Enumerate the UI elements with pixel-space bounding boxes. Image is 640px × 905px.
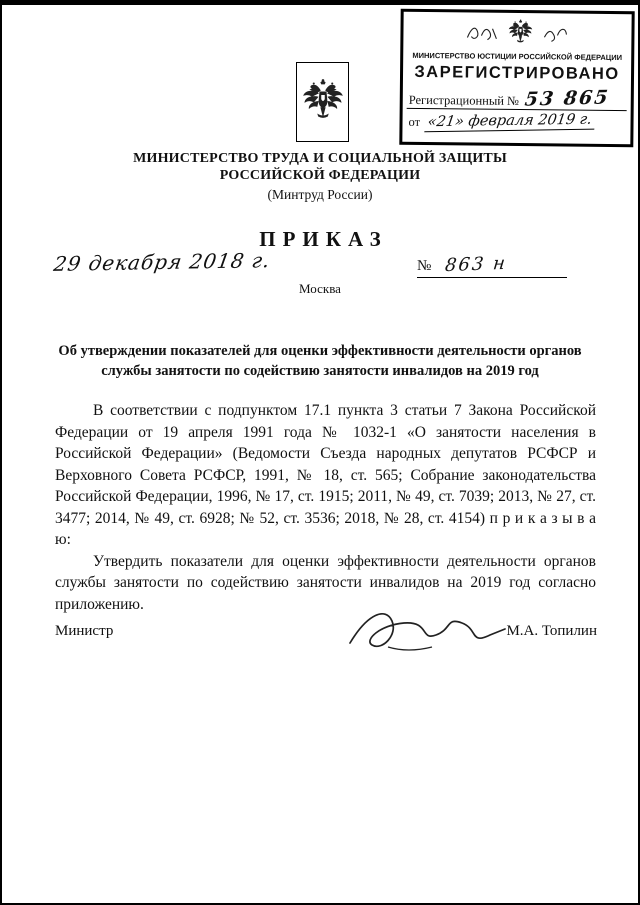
city-label: Москва: [299, 281, 341, 296]
body-paragraph-2: Утвердить показатели для оценки эффективности деятельности органов службы занятости по содействию занятости инвалидов на 2019 год согласно приложению.: [55, 552, 596, 613]
ministry-short-name: (Минтруд России): [267, 187, 373, 202]
coat-of-arms-icon: [301, 69, 345, 135]
stamp-date-prefix: от: [408, 114, 421, 129]
document-type-title: ПРИКАЗ: [259, 227, 388, 251]
handwritten-scribble-icon: [465, 21, 499, 43]
body-paragraph-1: В соответствии с подпунктом 17.1 пункта 3 статьи 7 Закона Российской Федерации от 19 апреля 1991 года № 1032-1 «О занятости населения в Российской Федерации» (Ведомости Съезда народных депутатов РСФСР и Верховного Совета РСФСР, 1991, № 18, ст. 565; Собрание законодательства Российской Федерации, 1996, № 17, ст. 1915; 2011, № 49, ст. 7039; 2013, № 27, ст. 3477; 2014, № 49, ст. 6928; № 52, ст. 3536; 2018, № 28, ст. 4154) п р и к а з ы в а ю:: [55, 402, 596, 548]
number-sign: №: [417, 258, 432, 274]
stamp-reg-number-line: [407, 86, 627, 111]
stamp-registered-label: ЗАРЕГИСТРИРОВАНО: [414, 62, 620, 84]
stamp-reg-number-label: Регистрационный №: [408, 92, 520, 109]
stamp-ministry-line: МИНИСТЕРСТВО ЮСТИЦИИ РОССИЙСКОЙ ФЕДЕРАЦИИ: [412, 50, 623, 63]
order-number-handwritten: 863 н: [444, 252, 509, 277]
date-number-row: [54, 248, 597, 282]
document-body: [55, 400, 596, 615]
subject-text: Об утверждении показателей для оценки эффективности деятельности органов службы занятости по содействию занятости инвалидов на 2019 год: [58, 343, 582, 379]
handwritten-mark-icon: [541, 23, 569, 43]
stamp-date-value: «21» февраля 2019 г.: [424, 112, 597, 133]
ministry-header: [2, 150, 638, 203]
stamp-date-line: [406, 112, 626, 132]
coat-of-arms-box: [296, 62, 349, 142]
signer-name: М.А. Топилин: [506, 623, 597, 639]
signer-role-label: Министр: [55, 623, 114, 639]
stamp-top-row: [407, 14, 627, 52]
order-number-block: [417, 254, 567, 278]
subject-block: [2, 342, 638, 381]
ministry-name-line1: МИНИСТЕРСТВО ТРУДА И СОЦИАЛЬНОЙ ЗАЩИТЫ: [133, 151, 507, 166]
order-date-handwritten: 29 декабря 2018 г.: [52, 248, 273, 276]
ministry-name-line2: РОССИЙСКОЙ ФЕДЕРАЦИИ: [219, 168, 421, 183]
stamp-eagle-icon: [507, 18, 533, 48]
justice-ministry-stamp: [399, 9, 634, 147]
signature-row: [55, 619, 597, 669]
stamp-reg-number-value: 53 865: [523, 86, 612, 111]
minister-signature-icon: [342, 603, 512, 659]
